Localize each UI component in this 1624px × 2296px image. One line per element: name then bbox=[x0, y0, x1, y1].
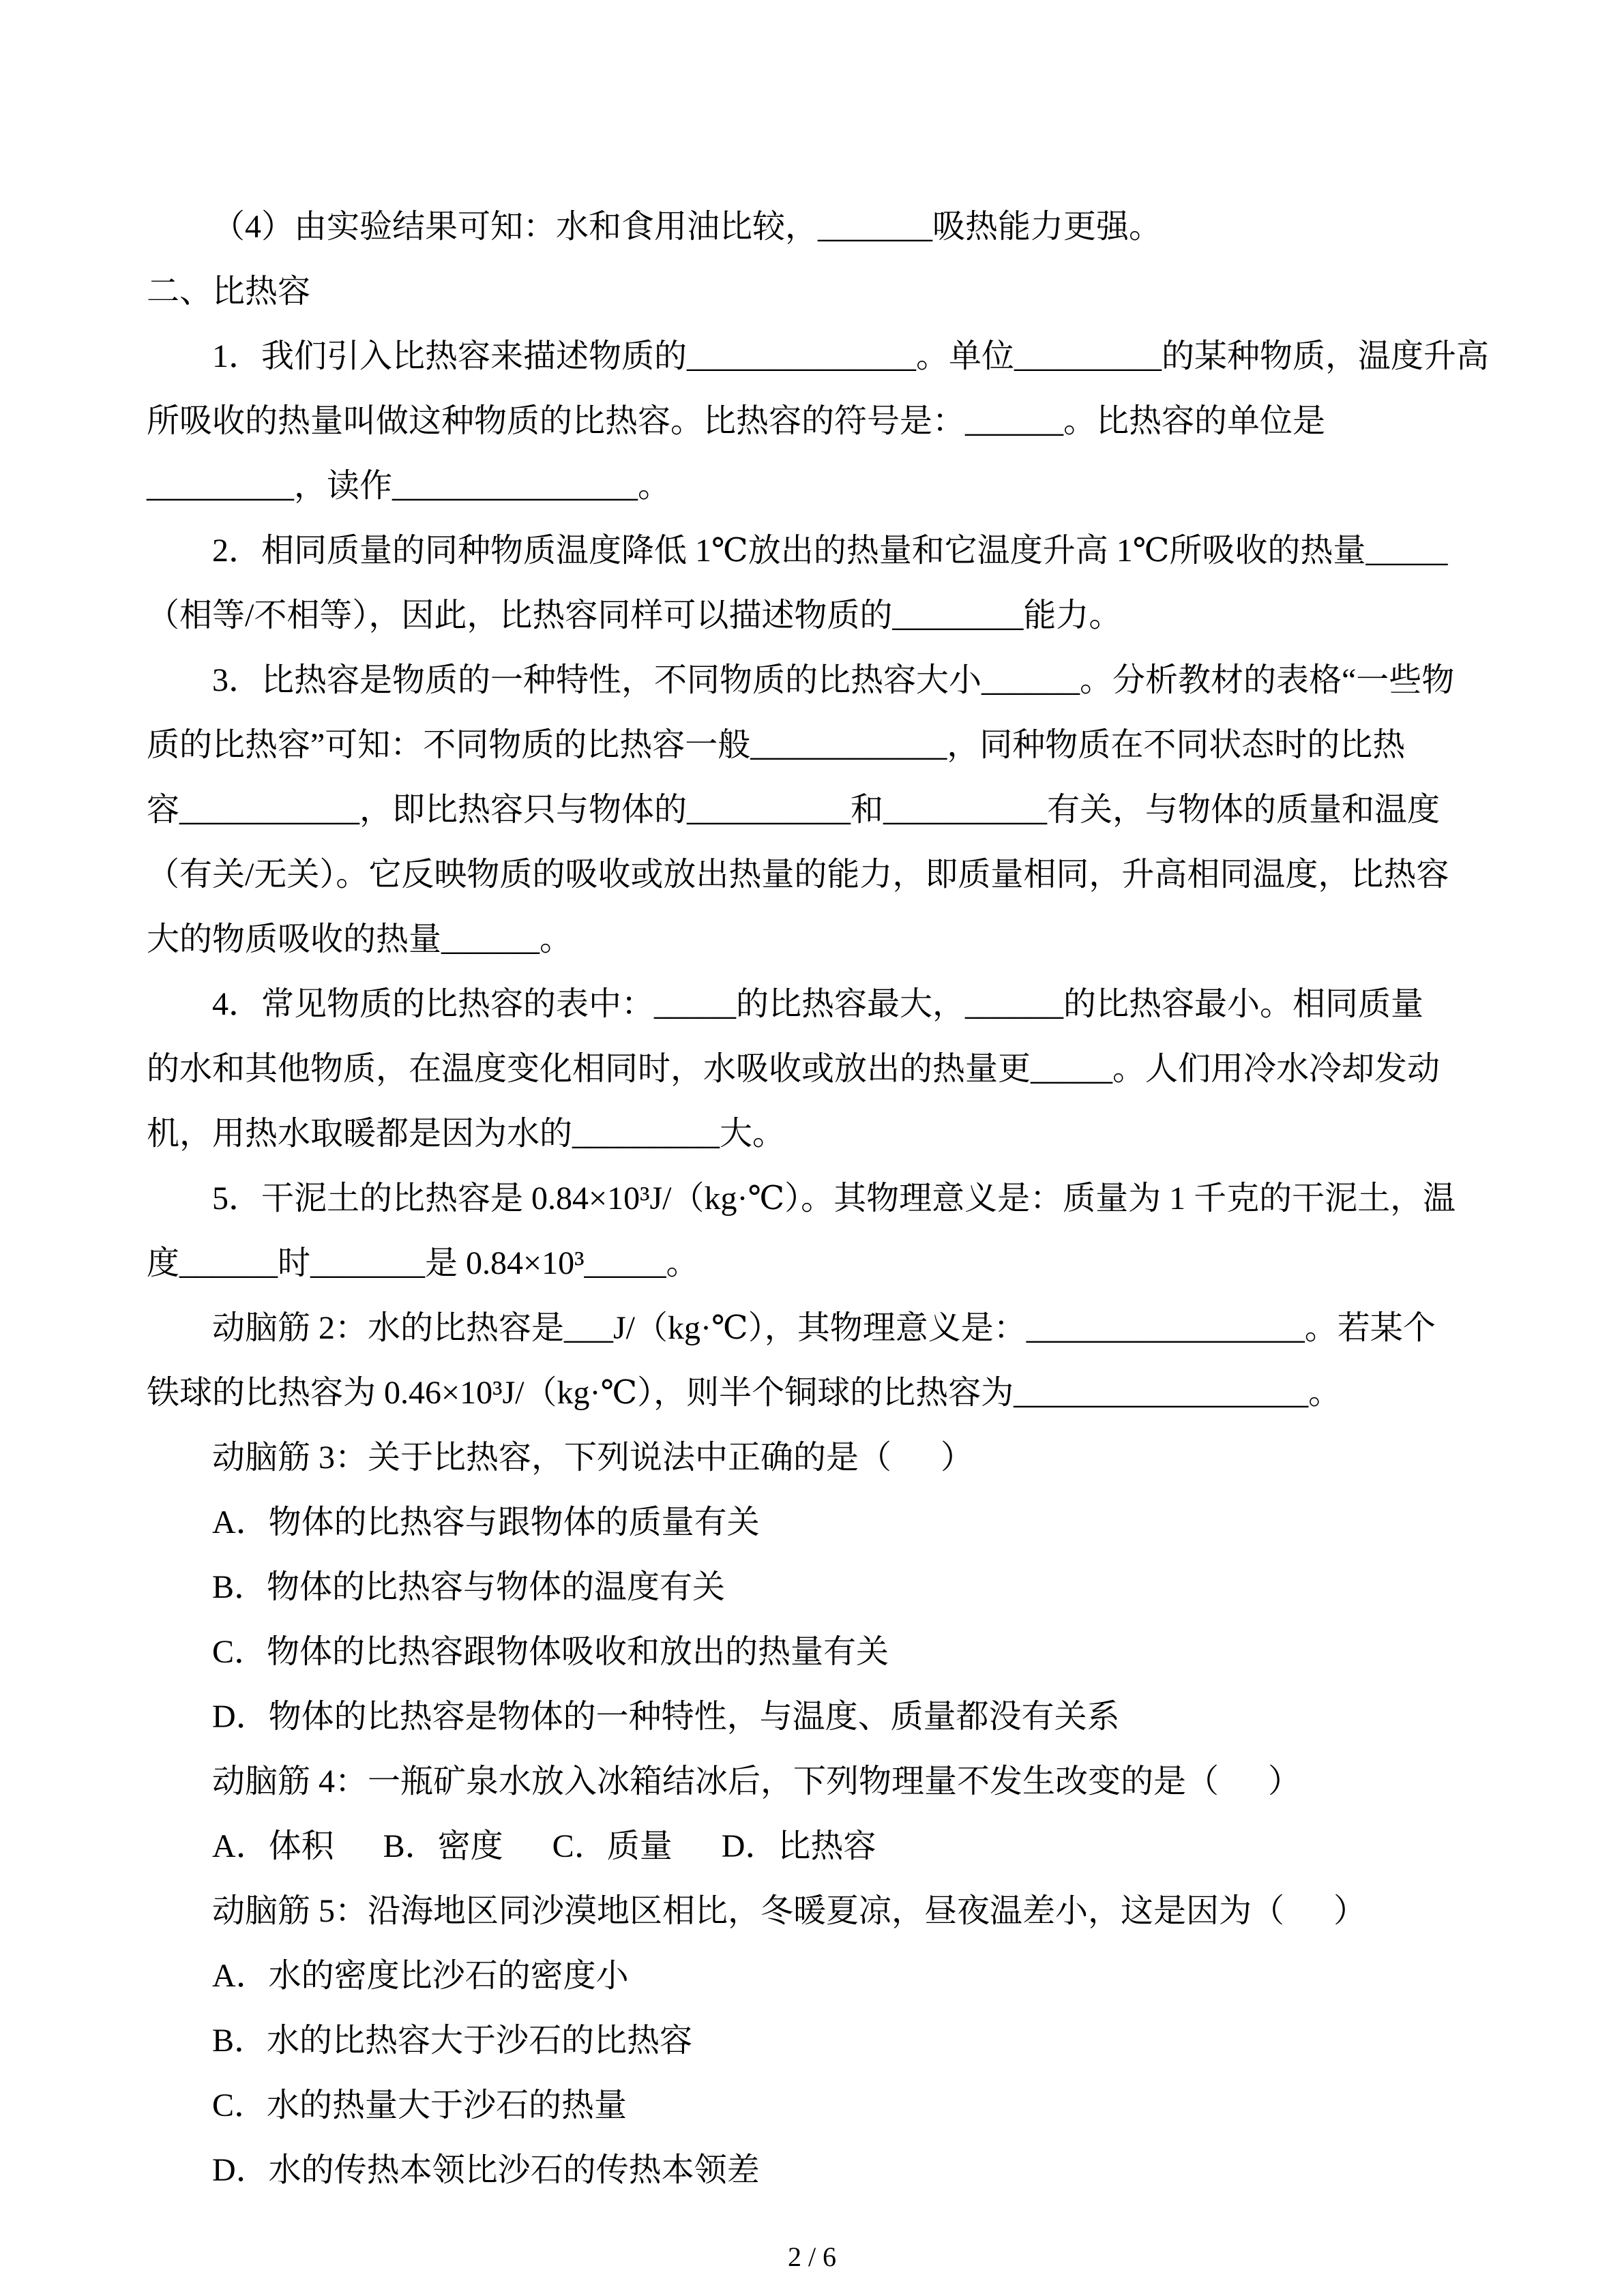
text-line: 的水和其他物质，在温度变化相同时，水吸收或放出的热量更_____。人们用冷水冷却发动 bbox=[147, 1051, 1441, 1087]
text-line: 大的物质吸收的热量______。 bbox=[147, 921, 573, 957]
text-line: A．物体的比热容与跟物体的质量有关 bbox=[212, 1504, 760, 1540]
text-line: D．物体的比热容是物体的一种特性，与温度、质量都没有关系 bbox=[212, 1699, 1120, 1735]
text-line: A．体积 B．密度 C．质量 D．比热容 bbox=[212, 1828, 876, 1864]
text-line: 动脑筋 3：关于比热容，下列说法中正确的是（ ） bbox=[212, 1440, 974, 1476]
text-line: 容___________，即比热容只与物体的__________和__________有关，与物体的质量和温度 bbox=[147, 792, 1441, 828]
text-line: A．水的密度比沙石的密度小 bbox=[212, 1958, 629, 1994]
text-line: 度______时_______是 0.84×10³_____。 bbox=[147, 1245, 699, 1281]
text-line: 动脑筋 4：一瓶矿泉水放入冰箱结冰后，下列物理量不发生改变的是（ ） bbox=[212, 1763, 1301, 1800]
text-line: 2．相同质量的同种物质温度降低 1℃放出的热量和它温度升高 1℃所吸收的热量_____ bbox=[212, 533, 1448, 569]
text-line: C．水的热量大于沙石的热量 bbox=[212, 2087, 628, 2123]
text-line: 5．干泥土的比热容是 0.84×10³J/（kg·℃）。其物理意义是：质量为 1 千克的干泥土，温 bbox=[212, 1180, 1456, 1217]
text-line: （4）由实验结果可知：水和食用油比较，_______吸热能力更强。 bbox=[212, 209, 1162, 245]
text-line: （相等/不相等），因此，比热容同样可以描述物质的________能力。 bbox=[147, 597, 1122, 633]
text-line: 所吸收的热量叫做这种物质的比热容。比热容的符号是：______。比热容的单位是 bbox=[147, 403, 1326, 439]
text-line: 机，用热水取暖都是因为水的_________大。 bbox=[147, 1116, 786, 1152]
text-line: 3．比热容是物质的一种特性，不同物质的比热容大小______。分析教材的表格“一些物 bbox=[212, 662, 1455, 698]
text-line: 铁球的比热容为 0.46×10³J/（kg·℃），则半个铜球的比热容为__________________。 bbox=[147, 1375, 1342, 1411]
page-number: 2 / 6 bbox=[787, 2241, 837, 2272]
worksheet-text-body bbox=[147, 194, 1490, 2203]
text-line: 1．我们引入比热容来描述物质的______________。单位_________的某种物质，温度升高 bbox=[212, 338, 1490, 374]
text-line: B．水的比热容大于沙石的比热容 bbox=[212, 2023, 693, 2059]
text-line: 动脑筋 5：沿海地区同沙漠地区相比，冬暖夏凉，昼夜温差小，这是因为（ ） bbox=[212, 1893, 1367, 1929]
text-line: 4．常见物质的比热容的表中：_____的比热容最大，______的比热容最小。相同质量 bbox=[212, 986, 1424, 1022]
text-line: 质的比热容”可知：不同物质的比热容一般____________，同种物质在不同状态时的比热 bbox=[147, 727, 1406, 763]
text-line: _________，读作_______________。 bbox=[147, 468, 671, 504]
text-line: D．水的传热本领比沙石的传热本领差 bbox=[212, 2152, 760, 2188]
text-line: B．物体的比热容与物体的温度有关 bbox=[212, 1569, 726, 1605]
text-line: C．物体的比热容跟物体吸收和放出的热量有关 bbox=[212, 1634, 889, 1670]
text-line: （有关/无关）。它反映物质的吸收或放出热量的能力，即质量相同，升高相同温度，比热容 bbox=[147, 856, 1449, 893]
text-line: 二、比热容 bbox=[147, 273, 311, 310]
text-line: 动脑筋 2：水的比热容是___J/（kg·℃），其物理意义是：_________________。若某个 bbox=[212, 1310, 1436, 1346]
